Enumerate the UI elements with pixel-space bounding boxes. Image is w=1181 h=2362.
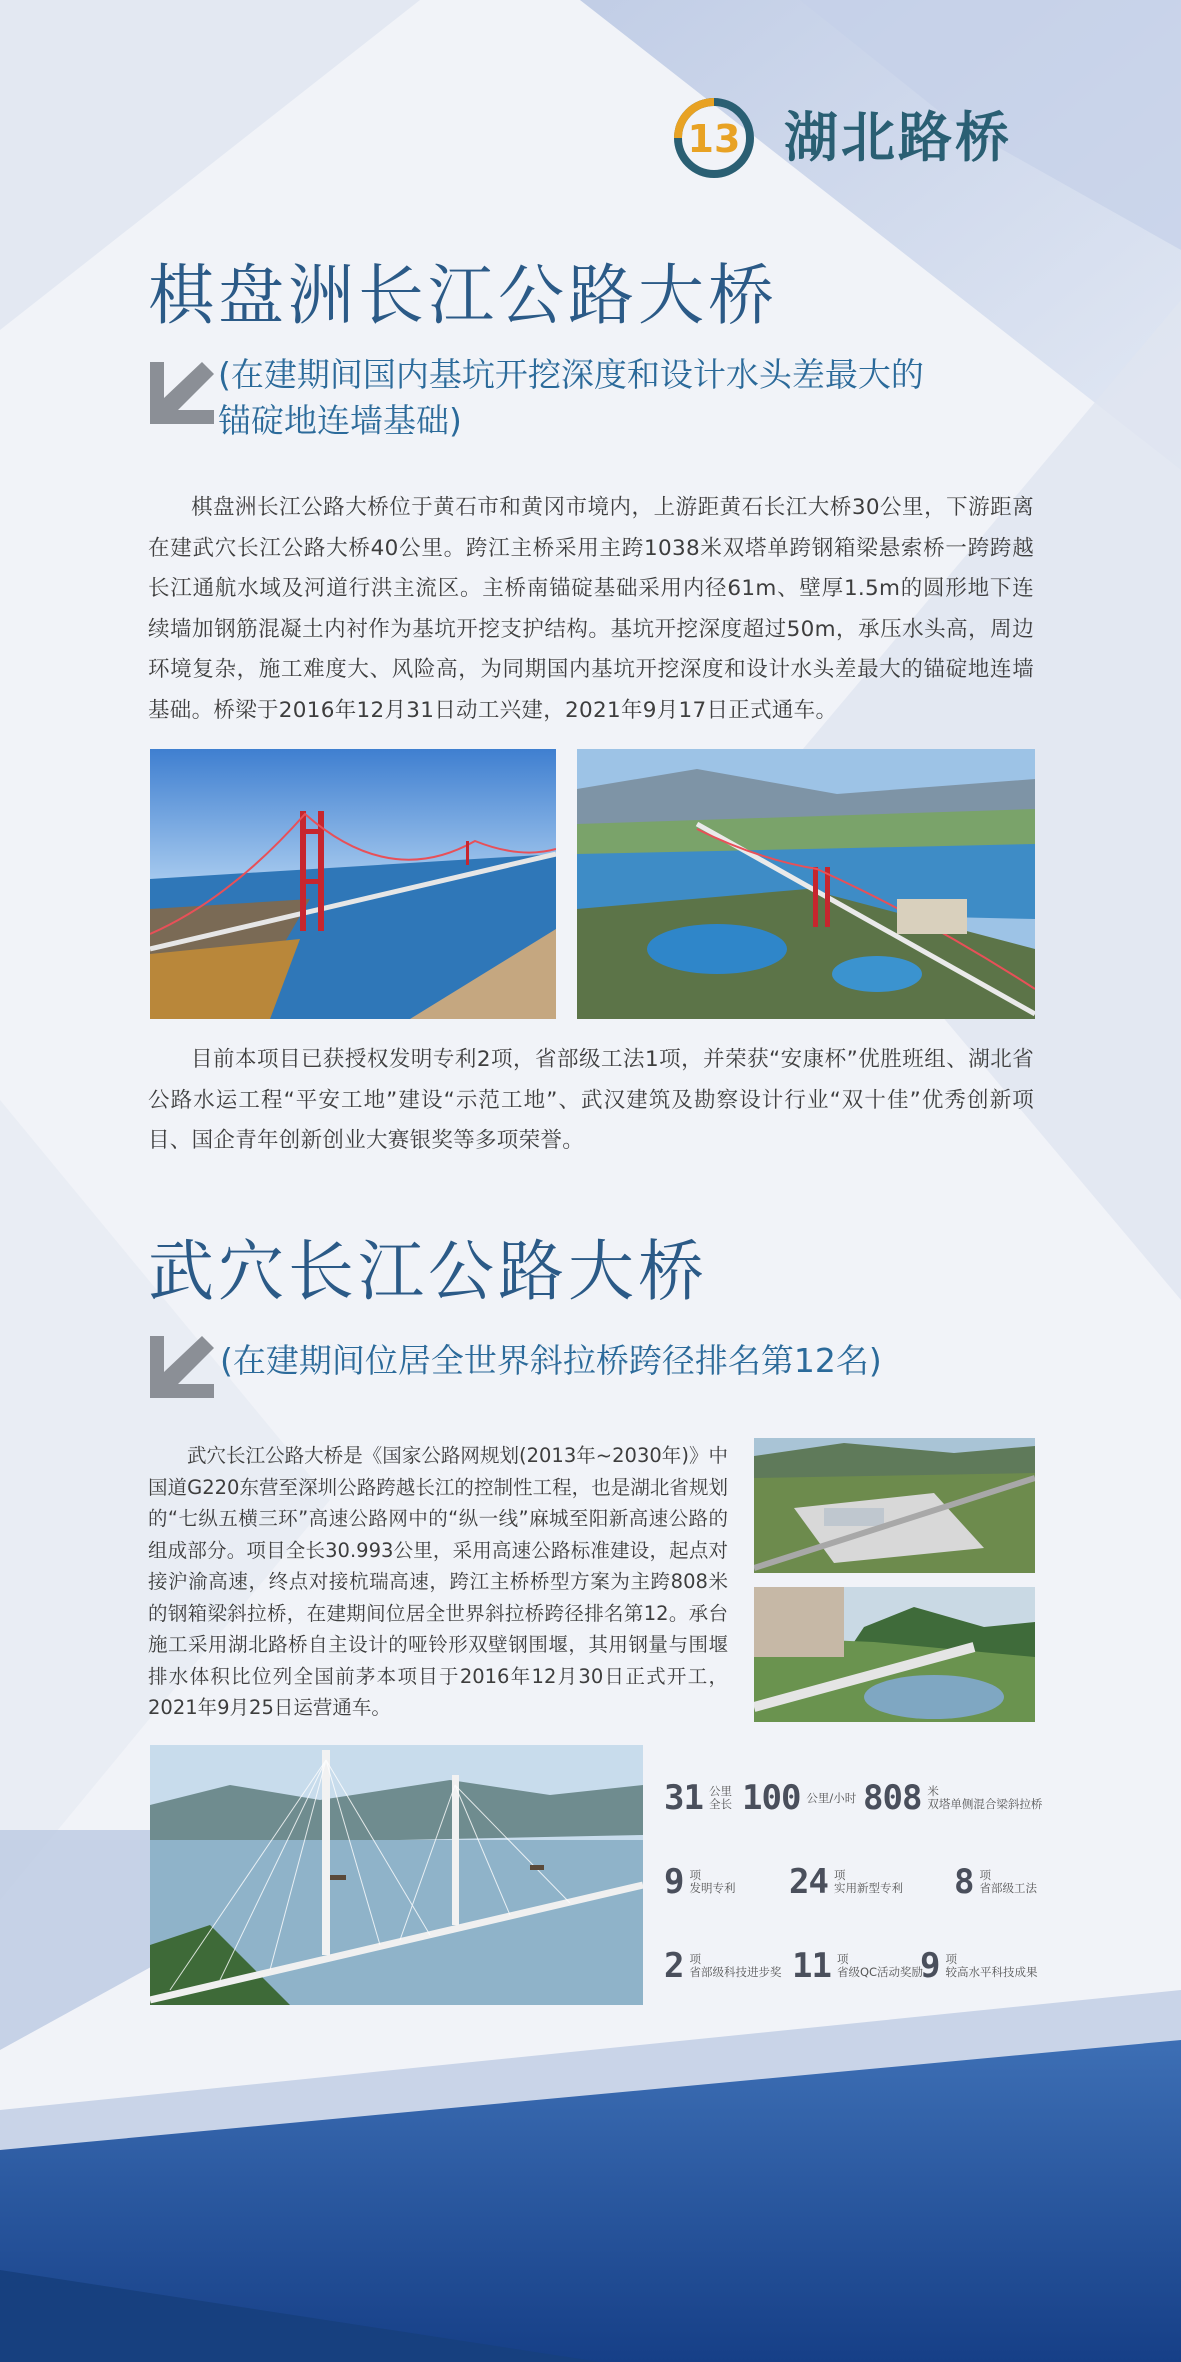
stat-unit: 项: [689, 1868, 701, 1882]
stat-construction-methods: [954, 1864, 1037, 1900]
stat-desc: 实用新型专利: [833, 1881, 903, 1895]
stat-number: 24: [789, 1862, 828, 1902]
stat-desc: 省部级科技进步奖: [689, 1965, 782, 1979]
stat-number: 9: [920, 1946, 940, 1986]
stat-unit: 项: [836, 1952, 849, 1966]
stat-number: 9: [664, 1862, 684, 1902]
stat-unit: 项: [689, 1952, 701, 1966]
photo-wuxue-bridge: [150, 1745, 643, 2005]
section1-honors-text: 目前本项目已获授权发明专利2项，省部级工法1项，并荣获“安康杯”优胜班组、湖北省公路水运工程“平安工地”建设“示范工地”、武汉建筑及勘察设计行业“双十佳”优秀创新项目、国企青年创新创业大赛银奖等多项荣誉。: [148, 1047, 1034, 1153]
stat-utility-patents: [789, 1864, 903, 1900]
stat-number: 11: [792, 1946, 831, 1986]
section2-title: 武穴长江公路大桥: [148, 1233, 708, 1310]
stat-number: 8: [954, 1862, 974, 1902]
stat-desc: 双塔单侧混合梁斜拉桥: [927, 1797, 1043, 1811]
section2-description: [148, 1440, 728, 1724]
section1-subtitle-line2: 锚碇地连墙基础): [218, 401, 462, 440]
stat-qc-awards: [792, 1948, 923, 1984]
photo-wuxue-site-1: [754, 1438, 1035, 1573]
photo-qipanzhou-bridge-1: [150, 749, 556, 1019]
logo-glyph: 13: [687, 117, 741, 161]
section1-subtitle: [218, 352, 1018, 444]
stat-unit: 公里: [708, 1784, 732, 1798]
stat-unit: 米: [927, 1784, 939, 1798]
brand-logo: [664, 96, 1044, 180]
down-left-arrow-icon: [150, 362, 214, 426]
section2-paragraph: 武穴长江公路大桥是《国家公路网规划(2013年~2030年)》中国道G220东营至深圳公路跨越长江的控制性工程，也是湖北省规划的“七纵五横三环”高速公路网中的“纵一线”麻城至阳新高速公路的组成部分。项目全长30.993公里，采用高速公路标准建设，起点对接沪渝高速，终点对接杭瑞高速，跨江主桥桥型方案为主跨808米的钢箱梁斜拉桥，在建期间位居全世界斜拉桥跨径排名第12。承台施工采用湖北路桥自主设计的哑铃形双壁钢围堰，其用钢量与围堰排水体积比位列全国前茅本项目于2016年12月30日正式开工，2021年9月25日运营通车。: [148, 1444, 728, 1719]
stat-number: 31: [664, 1778, 703, 1818]
stat-desc: 全长: [708, 1797, 732, 1811]
down-left-arrow-icon: [150, 1336, 214, 1400]
stat-desc: 省部级工法: [979, 1881, 1037, 1895]
stat-invention-patents: [664, 1864, 735, 1900]
stat-unit: 公里/小时: [806, 1790, 857, 1805]
section1-description: [148, 488, 1034, 731]
section1-title: 棋盘洲长江公路大桥: [148, 257, 778, 334]
stat-unit: 项: [833, 1868, 846, 1882]
stat-tech-progress-awards: [664, 1948, 781, 1984]
stat-number: 100: [742, 1778, 801, 1818]
section2-subtitle: (在建期间位居全世界斜拉桥跨径排名第12名): [220, 1341, 882, 1380]
logo-emblem-icon: [664, 96, 764, 180]
section1-subtitle-line1: (在建期间国内基坑开挖深度和设计水头差最大的: [218, 355, 924, 394]
stat-main-span: [863, 1780, 1042, 1816]
stat-desc: 较高水平科技成果: [945, 1965, 1038, 1979]
stat-unit: 项: [945, 1952, 957, 1966]
photo-wuxue-site-2: [754, 1587, 1035, 1722]
stat-speed: [742, 1780, 856, 1816]
section1-honors: [148, 1040, 1034, 1162]
stat-number: 808: [863, 1778, 922, 1818]
section1-paragraph: 棋盘洲长江公路大桥位于黄石市和黄冈市境内，上游距黄石长江大桥30公里，下游距离在建武穴长江公路大桥40公里。跨江主桥采用主跨1038米双塔单跨钢箱梁悬索桥一跨跨越长江通航水域及河道行洪主流区。主桥南锚碇基础采用内径61m、壁厚1.5m的圆形地下连续墙加钢筋混凝土内衬作为基坑开挖支护结构。基坑开挖深度超过50m，承压水头高，周边环境复杂，施工难度大、风险高，为同期国内基坑开挖深度和设计水头差最大的锚碇地连墙基础。桥梁于2016年12月31日动工兴建，2021年9月17日正式通车。: [148, 495, 1034, 723]
stat-desc: 发明专利: [689, 1881, 736, 1895]
stat-tech-achievements: [920, 1948, 1037, 1984]
stat-desc: 省级QC活动奖励: [836, 1965, 924, 1979]
stat-unit: 项: [979, 1868, 991, 1882]
photo-qipanzhou-bridge-2: [577, 749, 1035, 1019]
stat-length: [664, 1780, 732, 1816]
brand-name: 湖北路桥: [784, 106, 1012, 169]
stat-number: 2: [664, 1946, 684, 1986]
